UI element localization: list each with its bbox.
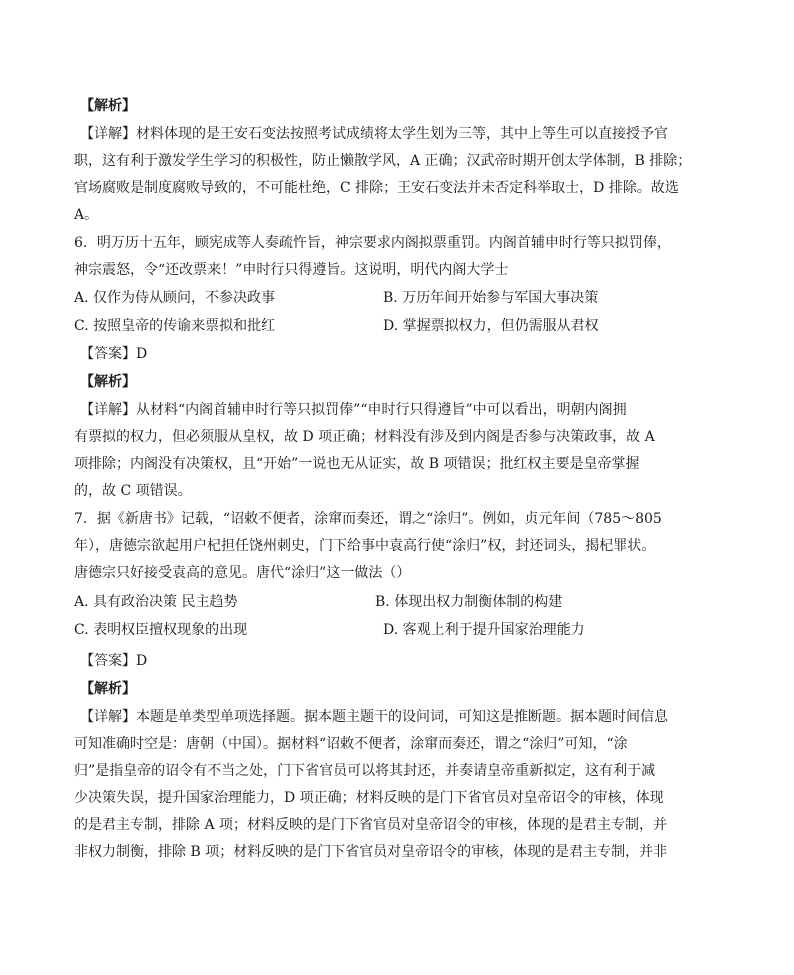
text-line: 项排除；内阁没有决策权，且“开始”一说也无从证实，故 B 项错误；批红权主要是皇帝掌握 xyxy=(74,456,640,472)
answer-option: C. 表明权臣擅权现象的出现 xyxy=(74,622,248,638)
answer-option: D. 掌握票拟权力，但仍需服从君权 xyxy=(383,318,599,334)
text-line: 【详解】从材料“内阁首辅申时行等只拟罚俸”“申时行只得遵旨”中可以看出，明朝内阁拥 xyxy=(80,402,627,418)
answer-option: A. 仅作为侍从顾问，不参决政事 xyxy=(74,290,276,306)
text-line: 有票拟的权力，但必须服从皇权，故 D 项正确；材料没有涉及到内阁是否参与决策政事，故 A xyxy=(74,429,655,445)
text-line: 【解析】 xyxy=(80,681,136,697)
text-line: 归”是指皇帝的诏令有不当之处，门下省官员可以将其封还，并奏请皇帝重新拟定，这有利于减 xyxy=(74,763,656,779)
text-line: 年），唐德宗欲起用户杞担任饶州刺史，门下给事中袁高行使“涂归”权，封还词头，揭杞罪状。 xyxy=(74,538,656,554)
text-line: 【详解】本题是单类型单项选择题。据本题主题干的设问词，可知这是推断题。据本题时间信息 xyxy=(80,709,668,725)
text-line: 职，这有利于激发学生学习的积极性，防止懒散学风，A 正确；汉武帝时期开创太学体制，B 排除； xyxy=(74,153,692,169)
text-line: 【答案】D xyxy=(80,346,148,362)
answer-option: C. 按照皇帝的传谕来票拟和批红 xyxy=(74,318,276,334)
text-line: 唐德宗只好接受袁高的意见。唐代“涂归”这一做法（） xyxy=(74,565,411,581)
text-line: 【答案】D xyxy=(80,653,148,669)
text-line: 【详解】材料体现的是王安石变法按照考试成绩将太学生划为三等，其中上等生可以直接授予官 xyxy=(80,126,668,142)
text-line: A。 xyxy=(74,207,99,223)
answer-option: A. 具有政治决策 民主趋势 xyxy=(74,594,238,610)
answer-option: D. 客观上利于提升国家治理能力 xyxy=(383,622,585,638)
text-line: 少决策失误，提升国家治理能力，D 项正确；材料反映的是门下省官员对皇帝诏令的审核，体现 xyxy=(74,790,664,806)
text-line: 非权力制衡，排除 B 项；材料反映的是门下省官员对皇帝诏令的审核，体现的是君主专制，并非 xyxy=(74,844,668,860)
text-line: 【解析】 xyxy=(80,98,136,114)
text-line: 的是君主专制，排除 A 项；材料反映的是门下省官员对皇帝诏令的审核，体现的是君主专制，并 xyxy=(74,817,668,833)
text-line: 神宗震怒，令“还改票来！”申时行只得遵旨。这说明，明代内阁大学士 xyxy=(74,262,509,278)
answer-option: B. 万历年间开始参与军国大事决策 xyxy=(383,290,599,306)
text-line: 6．明万历十五年，顾宪成等人奏疏忤旨，神宗要求内阁拟票重罚。内阁首辅申时行等只拟罚俸， xyxy=(74,235,671,251)
text-line: 可知准确时空是：唐朝（中国）。据材料“诏敕不便者，涂窜而奏还，谓之“涂归”可知，“涂 xyxy=(74,736,628,752)
text-line: 的，故 C 项错误。 xyxy=(74,483,192,499)
text-line: 7．据《新唐书》记载，“诏敕不便者，涂窜而奏还，谓之“涂归”。例如，贞元年间（785～805 xyxy=(74,511,662,527)
text-line: 官场腐败是制度腐败导致的，不可能杜绝，C 排除；王安石变法并未否定科举取士，D 排除。故选 xyxy=(74,180,679,196)
answer-option: B. 体现出权力制衡体制的构建 xyxy=(375,594,563,610)
text-line: 【解析】 xyxy=(80,374,136,390)
